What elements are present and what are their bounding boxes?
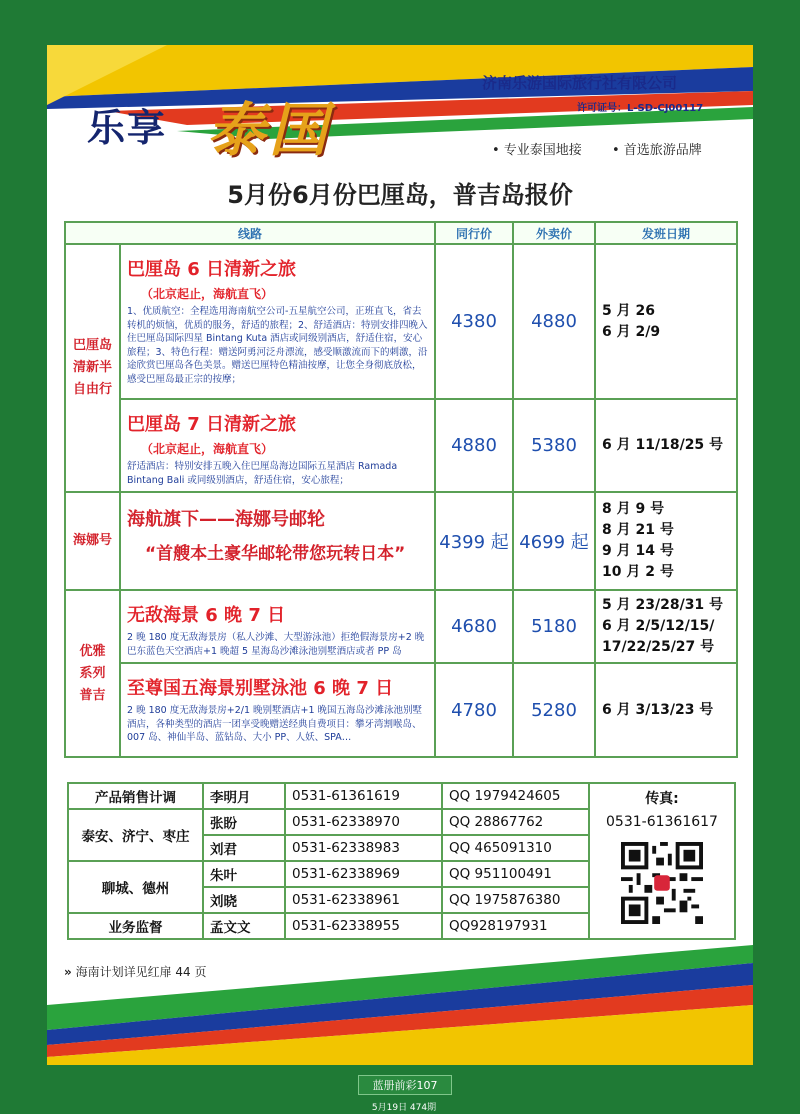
double-chevron-icon: »: [64, 965, 72, 979]
peer-price: 4880: [435, 399, 513, 492]
departure-dates: 6 月 3/13/23 号: [595, 663, 737, 757]
table-row: [65, 399, 737, 492]
table-row: [65, 663, 737, 757]
header-dates: 发班日期: [595, 222, 737, 244]
contact-name: 孟文文: [203, 913, 285, 939]
route-description: 舒适酒店：特别安排五晚入住巴厘岛海边国际五星酒店 Ramada Bintang Bali 或同级别酒店，舒适住宿，安心旅程；: [127, 461, 398, 486]
fax-cell: [589, 783, 735, 939]
contact-phone: 0531-61361619: [285, 783, 442, 809]
region-label: 业务监督: [68, 913, 203, 939]
contact-name: 李明月: [203, 783, 285, 809]
departure-dates: 6 月 11/18/25 号: [595, 399, 737, 492]
route-subtitle: “首艘本土豪华邮轮带您玩转日本”: [145, 544, 406, 564]
route-subtitle: （北京起止，海航直飞）: [141, 287, 274, 301]
logo-text-part1: 乐享: [87, 106, 168, 150]
departure-dates: 5 月 23/28/31 号 6 月 2/5/12/15/ 17/22/25/27 号: [595, 590, 737, 663]
peer-price: 4380: [435, 244, 513, 399]
peer-price: 4780: [435, 663, 513, 757]
contact-name: 刘晓: [203, 887, 285, 913]
hainan-note: [64, 963, 207, 980]
retail-price: 5280: [513, 663, 595, 757]
contact-qq: QQ 951100491: [442, 861, 589, 887]
group-label-bali: 巴厘岛清新半自由行: [65, 244, 120, 492]
retail-price: 5380: [513, 399, 595, 492]
retail-price: 5180: [513, 590, 595, 663]
fax-number: 0531-61361617: [606, 814, 718, 830]
retail-price: 4880: [513, 244, 595, 399]
route-bali-6d: [120, 244, 435, 399]
peer-price: 4399 起: [435, 492, 513, 590]
contact-phone: 0531-62338961: [285, 887, 442, 913]
header-retail-price: 外卖价: [513, 222, 595, 244]
contact-name: 刘君: [203, 835, 285, 861]
slogan-2: • 首选旅游品牌: [612, 143, 702, 158]
price-table: [64, 221, 738, 758]
contact-qq: QQ928197931: [442, 913, 589, 939]
route-title: 海航旗下——海娜号邮轮: [127, 509, 325, 530]
header-route: 线路: [65, 222, 435, 244]
route-title: 巴厘岛 7 日清新之旅: [127, 414, 297, 435]
route-title: 无敌海景 6 晚 7 日: [127, 605, 286, 626]
region-label: 聊城、德州: [68, 861, 203, 913]
page-number: 蓝册前彩107: [358, 1075, 452, 1095]
contact-qq: QQ 28867762: [442, 809, 589, 835]
route-description: 1、优质航空：全程选用海南航空公司-五星航空公司，正班直飞，省去转机的烦恼，优质的服务，舒适的旅程；2、舒适酒店：特别安排四晚入住巴厘岛国际四星 Bintang Kuta 酒店或同级别酒店，舒适住宿，安心旅程；3、特色行程：赠送阿勇河泛舟漂流，感受顺激流而下的刺激，沿途欣赏巴厘岛各色美景。赠送巴厘特色精油按摩，让您全身彻底放松，感受巴厘岛最正宗的按摩；: [127, 306, 428, 385]
departure-dates: 5 月 26 6 月 2/9: [595, 244, 737, 399]
route-phuket-seaview: [120, 590, 435, 663]
table-row: [65, 590, 737, 663]
qr-code[interactable]: [621, 842, 703, 924]
retail-price: 4699 起: [513, 492, 595, 590]
peer-price: 4680: [435, 590, 513, 663]
slogan-1: • 专业泰国地接: [492, 143, 582, 158]
contact-phone: 0531-62338969: [285, 861, 442, 887]
region-label: 产品销售计调: [68, 783, 203, 809]
flyer-page: [47, 45, 753, 1065]
license-number: 许可证号：L-SD-CJ00117: [577, 103, 704, 114]
header-peer-price: 同行价: [435, 222, 513, 244]
page-title: 5月份6月份巴厘岛，普吉岛报价: [227, 181, 573, 209]
contact-qq: QQ 465091310: [442, 835, 589, 861]
table-row: [68, 783, 735, 809]
table-header-row: [65, 222, 737, 244]
route-title: 巴厘岛 6 日清新之旅: [127, 259, 297, 280]
route-description: 2 晚 180 度无敌海景房（私人沙滩、大型游泳池）拒绝假海景房+2 晚巴东蓝色天空酒店+1 晚超 5 星海岛沙滩泳池别墅酒店或者 PP 岛: [127, 632, 425, 657]
group-label-phuket: 优雅系列普吉: [65, 590, 120, 757]
company-name: 济南乐游国际旅行社有限公司: [482, 74, 678, 92]
table-row: [65, 492, 737, 590]
contact-name: 张盼: [203, 809, 285, 835]
departure-dates: 8 月 9 号 8 月 21 号 9 月 14 号 10 月 2 号: [595, 492, 737, 590]
issue-label: 5月19日 474期: [371, 1103, 437, 1113]
route-cruise: [120, 492, 435, 590]
contact-name: 朱叶: [203, 861, 285, 887]
route-subtitle: （北京起止，海航直飞）: [141, 442, 274, 456]
table-row: [65, 244, 737, 399]
group-label-cruise: 海娜号: [65, 492, 120, 590]
fax-label: 传真:: [645, 791, 679, 807]
route-title: 至尊国五海景别墅泳池 6 晚 7 日: [127, 678, 394, 699]
region-label: 泰安、济宁、枣庄: [68, 809, 203, 861]
route-phuket-villa: [120, 663, 435, 757]
contact-phone: 0531-62338955: [285, 913, 442, 939]
contact-phone: 0531-62338970: [285, 809, 442, 835]
route-bali-7d: [120, 399, 435, 492]
contact-table: [67, 782, 736, 940]
contact-phone: 0531-62338983: [285, 835, 442, 861]
contact-qq: QQ 1979424605: [442, 783, 589, 809]
route-description: 2 晚 180 度无敌海景房+2/1 晚别墅酒店+1 晚国五海岛沙滩泳池别墅酒店，各种类型的酒店一团享受晚赠送经典自费项目：攀牙湾割喉岛、007 岛、神仙半岛、蓝钻岛、大小 PP、人妖、SPA…: [127, 705, 423, 743]
note-text: 海南计划详见红扉 44 页: [75, 965, 207, 979]
logo-text-part2: 泰国: [207, 96, 332, 164]
contact-qq: QQ 1975876380: [442, 887, 589, 913]
